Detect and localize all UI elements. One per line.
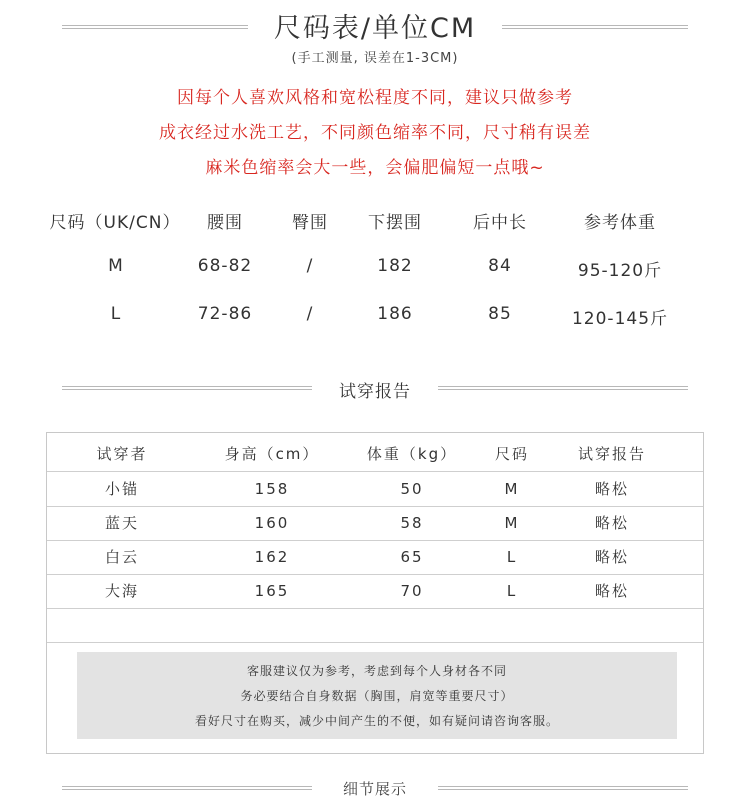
table-row-empty [47,608,703,643]
size-cell: 120-145斤 [571,309,669,329]
trial-header-weight: 体重（kg） [366,445,458,463]
trial-cell: 略松 [594,582,629,600]
trial-cell: 略松 [594,480,629,498]
size-chart-subtitle: (手工测量, 误差在1-3CM) [291,51,459,66]
table-row [47,574,703,609]
size-cell: 84 [488,256,512,276]
trial-cell: L [506,582,518,600]
trial-cell: 略松 [594,514,629,532]
size-chart-title: 尺码表/单位CM [273,13,477,44]
size-cell: / [306,304,314,324]
trial-cell: L [506,548,518,566]
size-cell: L [110,304,122,324]
size-cell: 72-86 [197,304,253,324]
size-cell: 95-120斤 [577,261,663,281]
trial-cell: M [504,480,520,498]
service-notice [77,652,677,739]
note-line-2: 成衣经过水洗工艺，不同颜色缩率不同，尺寸稍有误差 [159,123,591,143]
trial-cell: 小锚 [104,480,139,498]
trial-cell: 158 [254,480,290,498]
trial-report-table [46,432,704,754]
trial-report-title: 试穿报告 [339,382,411,402]
table-row [47,472,703,507]
header-size: 尺码（UK/CN） [49,213,181,233]
trial-cell: 160 [254,514,290,532]
notice-line-3: 看好尺寸在购买，减少中间产生的不便，如有疑问请咨询客服。 [194,714,559,728]
trial-cell: 略松 [594,548,629,566]
trial-header-report: 试穿报告 [577,445,646,463]
trial-cell: 165 [254,582,290,600]
trial-header-height: 身高（cm） [224,445,320,463]
note-line-3: 麻米色缩率会大一些，会偏肥偏短一点哦~ [205,158,545,178]
detail-section-title: 细节展示 [342,780,407,798]
title-divider-right [502,25,688,26]
notice-line-2: 务必要结合自身数据（胸围，肩宽等重要尺寸） [240,689,514,703]
trial-cell: 蓝天 [104,514,139,532]
notice-line-1: 客服建议仅为参考，考虑到每个人身材各不同 [246,664,507,678]
trial-header-size: 尺码 [494,445,529,463]
trial-divider-right [438,386,688,387]
note-line-1: 因每个人喜欢风格和宽松程度不同，建议只做参考 [177,88,573,108]
table-row [47,506,703,541]
trial-cell: 65 [400,548,424,566]
size-cell: / [306,256,314,276]
header-waist: 腰围 [207,213,243,233]
trial-header-row [47,437,703,472]
table-row [47,540,703,575]
trial-cell: 58 [400,514,424,532]
header-hem: 下摆围 [368,213,422,233]
trial-cell: 162 [254,548,290,566]
trial-cell: 50 [400,480,424,498]
size-cell: 85 [488,304,512,324]
trial-cell: 白云 [104,548,139,566]
header-ref-weight: 参考体重 [584,213,656,233]
header-back-length: 后中长 [473,213,527,233]
trial-cell: M [504,514,520,532]
size-cell: 182 [377,256,413,276]
size-cell: 186 [377,304,413,324]
size-cell: M [108,256,124,276]
trial-cell: 70 [400,582,424,600]
header-hip: 臀围 [292,213,328,233]
trial-cell: 大海 [104,582,139,600]
size-cell: 68-82 [197,256,253,276]
detail-divider-right [438,786,688,787]
trial-header-tester: 试穿者 [96,445,148,463]
